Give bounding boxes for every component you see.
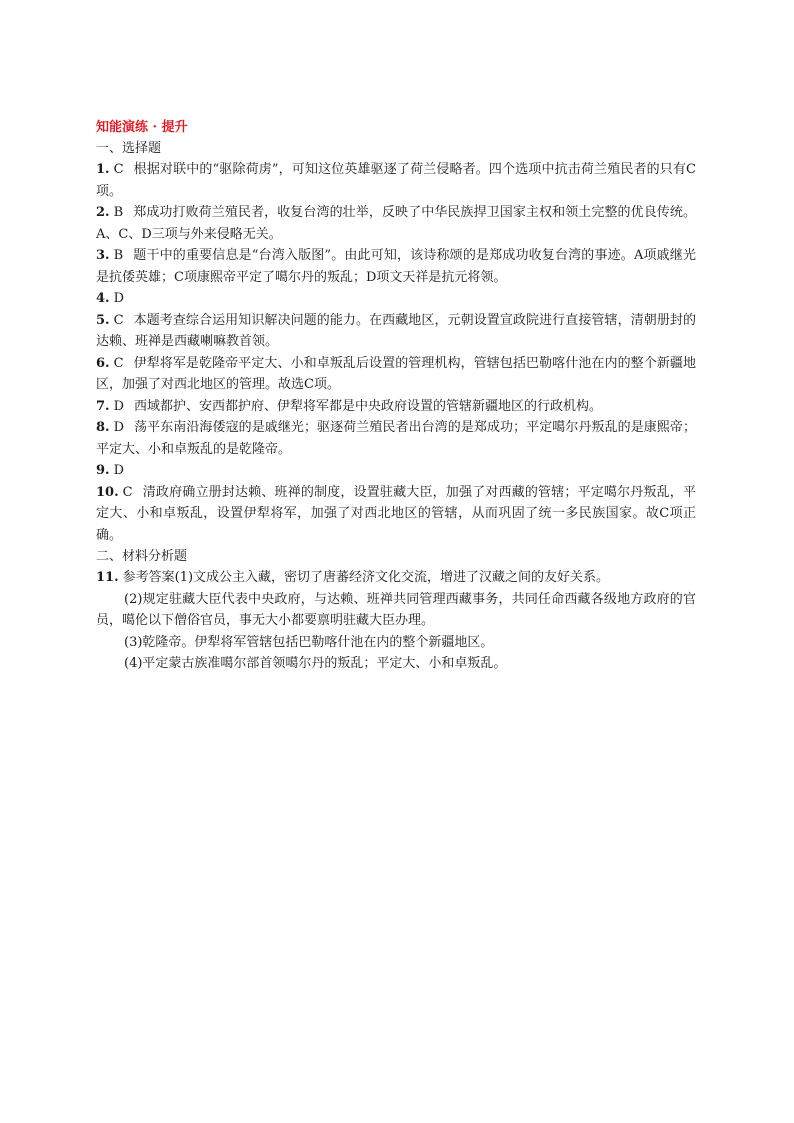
item-option: C <box>113 162 124 177</box>
item-explanation: 题干中的重要信息是“台湾入版图”。由此可知，该诗称颂的是郑成功收复台湾的事迹。A项戚继光是抗倭英雄；C项康熙帝平定了噶尔丹的叛乱；D项文天祥是抗元将领。 <box>96 248 696 285</box>
item-number: 1. <box>96 162 110 177</box>
answer-item <box>96 417 696 460</box>
item-number: 3. <box>96 248 110 263</box>
item-option: D <box>113 463 125 478</box>
answer-part-2: (2)规定驻藏大臣代表中央政府，与达赖、班禅共同管理西藏事务，共同任命西藏各级地方政府的官员，噶伦以下僧俗官员，事无大小都要禀明驻藏大臣办理。 <box>96 591 696 628</box>
item-option: D <box>113 420 125 435</box>
answer-list <box>96 159 696 546</box>
item-option: C <box>113 312 124 328</box>
item-option: D <box>113 291 125 306</box>
item-number: 10. <box>96 484 119 500</box>
section-heading: 知能演练 · 提升 <box>96 120 188 135</box>
answer-item <box>96 482 696 547</box>
answer-lead: 参考答案 <box>122 570 175 585</box>
item-number: 11. <box>96 570 119 585</box>
item-number: 8. <box>96 420 110 435</box>
answer-part-1: (1)文成公主入藏，密切了唐蕃经济文化交流，增进了汉藏之间的友好关系。 <box>174 570 610 585</box>
item-number: 2. <box>96 205 110 220</box>
item-number: 6. <box>96 355 110 371</box>
section-title-material: 二、材料分析题 <box>96 549 188 564</box>
item-explanation: 伊犁将军是乾隆帝平定大、小和卓叛乱后设置的管理机构，管辖包括巴勒喀什池在内的整个新疆地区，加强了对西北地区的管理。故选C项。 <box>96 355 696 392</box>
answer-item <box>96 460 696 482</box>
item-number: 4. <box>96 291 110 306</box>
item-number: 9. <box>96 463 110 478</box>
answer-item <box>96 245 696 288</box>
item-number: 7. <box>96 398 110 414</box>
answer-part-3: (3)乾隆帝。伊犁将军管辖包括巴勒喀什池在内的整个新疆地区。 <box>124 634 494 650</box>
answer-item <box>96 396 696 418</box>
section-title-choice: 一、选择题 <box>96 141 162 156</box>
item-option: B <box>113 205 124 220</box>
item-explanation: 郑成功打败荷兰殖民者，收复台湾的壮举，反映了中华民族捍卫国家主权和领土完整的优良传统。A、C、D三项与外来侵略无关。 <box>96 205 696 242</box>
item-explanation: 西域都护、安西都护府、伊犁将军都是中央政府设置的管辖新疆地区的行政机构。 <box>134 398 603 414</box>
answer-page <box>96 117 696 675</box>
item-option: C <box>113 355 124 371</box>
answer-item <box>96 353 696 396</box>
item-explanation: 本题考查综合运用知识解决问题的能力。在西藏地区，元朝设置宣政院进行直接管辖，清朝册封的达赖、班禅是西藏喇嘛教首领。 <box>96 312 696 349</box>
answer-item <box>96 310 696 353</box>
answer-part-4: (4)平定蒙古族准噶尔部首领噶尔丹的叛乱；平定大、小和卓叛乱。 <box>124 656 507 671</box>
item-option: D <box>113 398 125 414</box>
answer-item <box>96 159 696 202</box>
item-explanation: 荡平东南沿海倭寇的是戚继光；驱逐荷兰殖民者出台湾的是郑成功；平定噶尔丹叛乱的是康熙帝；平定大、小和卓叛乱的是乾隆帝。 <box>96 420 696 457</box>
item-option: B <box>113 248 124 263</box>
item-number: 5. <box>96 312 110 328</box>
answer-item <box>96 202 696 245</box>
answer-item <box>96 288 696 310</box>
item-explanation: 清政府确立册封达赖、班禅的制度，设置驻藏大臣，加强了对西藏的管辖；平定噶尔丹叛乱，平定大、小和卓叛乱，设置伊犁将军，加强了对西北地区的管辖，从而巩固了统一多民族国家。故C项正确。 <box>96 484 696 543</box>
item-explanation: 根据对联中的“驱除荷虏”，可知这位英雄驱逐了荷兰侵略者。四个选项中抗击荷兰殖民者的只有C项。 <box>96 162 696 199</box>
answer-item-11 <box>96 567 696 589</box>
item-option: C <box>122 484 133 500</box>
